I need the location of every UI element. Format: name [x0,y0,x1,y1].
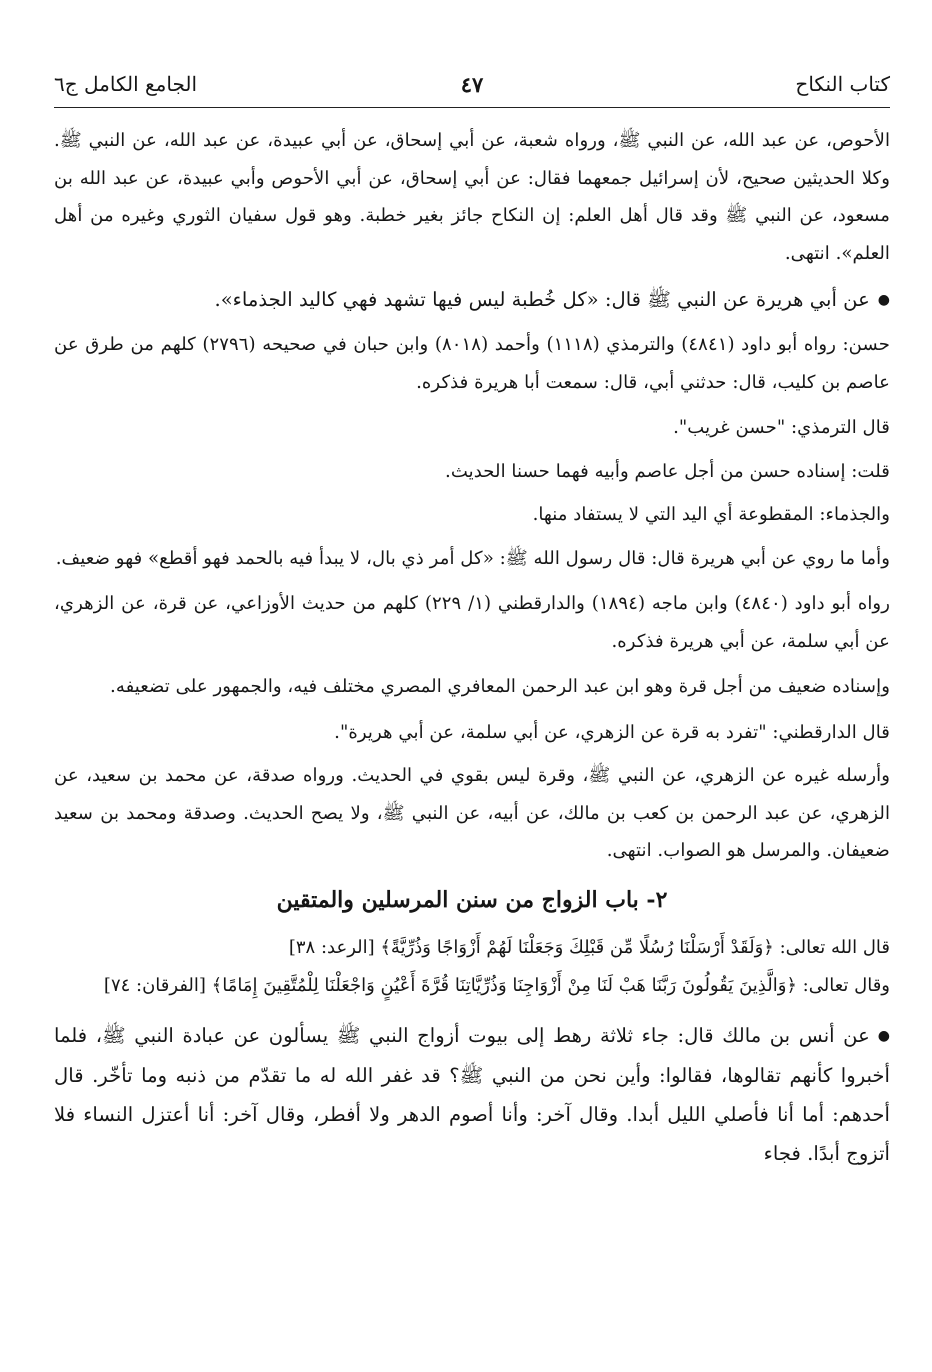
quran-citation-2 [54,968,890,1004]
header-rule [54,107,890,108]
definition-paragraph: والجذماء: المقطوعة أي اليد التي لا يستفاد منها. [532,504,890,525]
page-number: ٤٧ [460,71,484,97]
quran-intro: وقال تعالى: [796,974,890,996]
header-book-title: كتاب النكاح [795,72,890,96]
quran-citation-1 [54,930,890,966]
book-page [54,0,890,1372]
quran-reference: [الفرقان: ٧٤] [103,974,212,996]
quran-verse: ﴿وَلَقَدْ أَرْسَلْنَا رُسُلًا مِّن قَبْلِكَ وَجَعَلْنَا لَهُمْ أَزْوَاجًا وَذُرِّيَّةً﴾ [380,936,774,958]
author-note: قلت: إسناده حسن من أجل عاصم وأبيه فهما حسنا الحديث. [445,460,890,482]
header-volume-title: الجامع الكامل ج٦ [54,72,198,96]
bullet-icon: ● [877,292,890,308]
tirmidhi-quote: قال الترمذي: "حسن غريب". [673,417,890,438]
hadith-text: عن أنس بن مالك قال: جاء ثلاثة رهط إلى بيوت أزواج النبي ﷺ يسألون عن عبادة النبي ﷺ، فلما أخبروا كأنهم تقالوها، فقالوا: وأين نحن من النبي ﷺ؟ قد غفر الله له ما تقدّم من ذنبه وما تأخّر. قال أحدهم: أما أنا فأصلي الليل أبدا. وقال آخر: وأنا أصوم الدهر ولا أفطر، وقال آخر: أنا أعتزل النساء فلا أتزوج أبدًا. فجاء [54,1023,890,1165]
takhrij-paragraph: حسن: رواه أبو داود (٤٨٤١) والترمذي (١١١٨) وأحمد (٨٠١٨) وابن حبان في صحيحه (٢٧٩٦) كلهم من طرق عن عاصم بن كليب، قال: حدثني أبي، قال: سمعت أبا هريرة فذكره. [54,334,890,393]
chapter-heading: ٢- باب الزواج من سنن المرسلين والمتقين [276,886,668,913]
quran-reference: [الرعد: ٣٨] [288,936,381,958]
hadith-paragraph [54,280,890,320]
bullet-icon: ● [877,1027,890,1044]
isnad-paragraph: وإسناده ضعيف من أجل قرة وهو ابن عبد الرحمن المعافري المصري مختلف فيه، والجمهور على تضعيفه. [110,676,890,697]
hadith-paragraph-anas [54,1016,890,1173]
weak-hadith-paragraph: وأما ما روي عن أبي هريرة قال: قال رسول الله ﷺ: «كل أمر ذي بال، لا يبدأ فيه بالحمد فهو أقطع» فهو ضعيف. [55,547,890,569]
page-body [54,122,890,1179]
daraqutni-quote: قال الدارقطني: "تفرد به قرة عن الزهري، عن أبي سلمة، عن أبي هريرة". [334,721,890,743]
mursal-paragraph: وأرسله غيره عن الزهري، عن النبي ﷺ، وقرة ليس بقوي في الحديث. ورواه صدقة، عن محمد بن سعيد، عن الزهري، عن عبد الرحمن بن كعب بن مالك، عن أبيه، عن النبي ﷺ، ولا يصح الحديث. وصدقة ومحمد بن سعيد ضعيفان. والمرسل هو الصواب. انتهى. [54,765,890,861]
running-header [54,64,890,104]
hadith-text: عن أبي هريرة عن النبي ﷺ قال: «كل خُطبة ليس فيها تشهد فهي كاليد الجذماء». [214,288,870,311]
quran-intro: قال الله تعالى: [773,936,890,958]
paragraph-continued-hadith: الأحوص، عن عبد الله، عن النبي ﷺ، ورواه شعبة، عن أبي إسحاق، عن أبي عبيدة، عن عبد الله، عن النبي ﷺ. وكلا الحديثين صحيح، لأن إسرائيل جمعهما فقال: عن أبي إسحاق، عن أبي الأحوص وأبي عبيدة، عن عبد الله بن مسعود، عن النبي ﷺ وقد قال أهل العلم: إن النكاح جائز بغير خطبة. وهو قول سفيان الثوري وغيره من أهل العلم». انتهى. [54,130,890,264]
takhrij-paragraph-2: رواه أبو داود (٤٨٤٠) وابن ماجه (١٨٩٤) والدارقطني (١/ ٢٢٩) كلهم من حديث الأوزاعي، عن قرة، عن الزهري، عن أبي سلمة، عن أبي هريرة فذكره. [54,593,890,652]
quran-verse: ﴿وَالَّذِينَ يَقُولُونَ رَبَّنَا هَبْ لَنَا مِنْ أَزْوَاجِنَا وَذُرِّيَّاتِنَا قُرَّةَ أَعْيُنٍ وَاجْعَلْنَا لِلْمُتَّقِينَ إِمَامًا﴾ [211,974,797,996]
